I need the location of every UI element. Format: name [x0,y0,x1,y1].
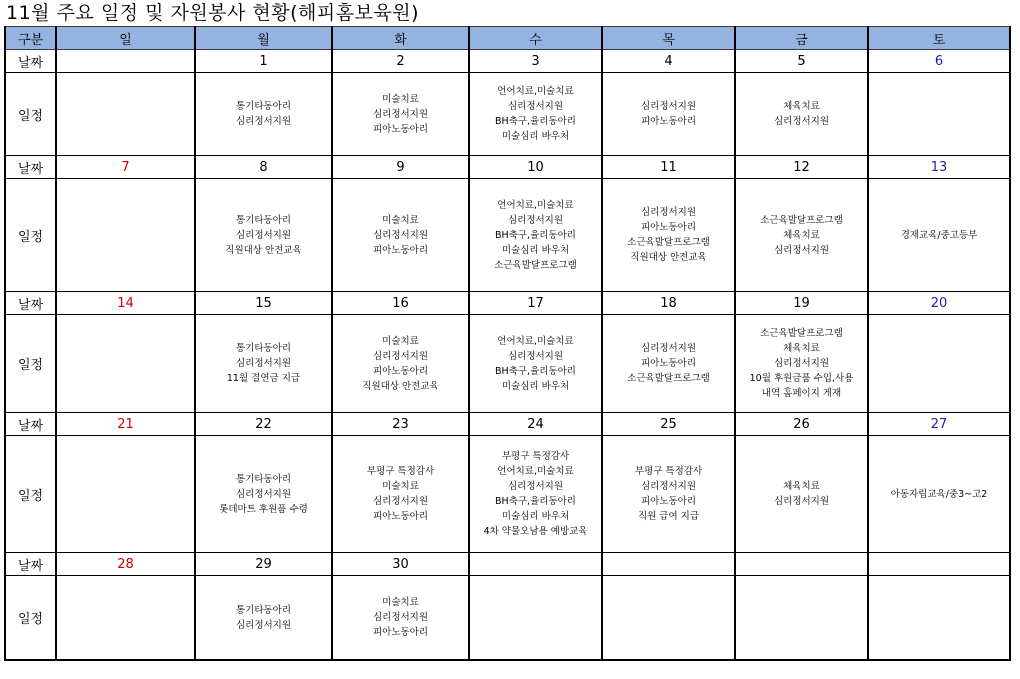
schedule-cell [56,179,195,292]
schedule-event: 심리정서지원 [372,350,429,362]
schedule-event: 심리정서지원 [507,481,564,492]
schedule-event: 미술치료 [382,481,419,492]
schedule-event: 소근육발달프로그램 [760,214,843,226]
date-row-label: 날짜 [5,50,56,73]
date-row [5,50,1010,73]
schedule-event: 통기타동아리 [235,473,292,485]
schedule-event: 피아노동아리 [372,244,429,256]
schedule-row-label: 일정 [5,436,56,553]
schedule-event: 소근육발달프로그램 [760,328,843,339]
schedule-event: 체육치료 [783,101,820,112]
schedule-cell [868,576,1010,661]
schedule-event: BH축구,율리동아리 [495,116,576,127]
schedule-event: 피아노동아리 [372,123,429,135]
header-day: 목 [602,27,735,50]
schedule-event: 심리정서지원 [773,358,830,369]
schedule-event: 심리정서지원 [507,214,564,226]
schedule-event: 심리정서지원 [640,207,697,218]
date-row [5,413,1010,436]
header-row [5,27,1010,50]
schedule-row [5,576,1010,661]
schedule-row [5,436,1010,553]
schedule-event: BH축구,율리동아리 [495,365,576,377]
schedule-cell [735,576,868,661]
schedule-event: 체육치료 [783,229,820,241]
date-cell: 20 [868,292,1010,315]
schedule-event: 직원대상 안전교육 [362,380,439,392]
schedule-event: 통기타동아리 [235,214,292,226]
schedule-event: 언어치료,미술치료 [497,199,574,211]
schedule-event: 심리정서지원 [372,612,429,623]
schedule-event: 심리정서지원 [507,350,564,362]
calendar-table [4,26,1011,661]
date-row [5,292,1010,315]
schedule-event: 11월 결연금 지급 [226,373,301,384]
date-cell: 27 [868,413,1010,436]
schedule-event: 롯데마트 후원품 수령 [219,503,308,515]
schedule-event: 직원대상 안전교육 [225,244,302,256]
date-cell: 13 [868,156,1010,179]
date-cell: 24 [469,413,602,436]
date-row [5,156,1010,179]
page-title: 11월 주요 일정 및 자원봉사 현황(해피홈보육원) [6,2,420,24]
schedule-event: 미술치료 [382,335,419,347]
schedule-event: 미술심리 바우처 [501,244,570,256]
date-cell: 11 [602,156,735,179]
schedule-cell [469,179,602,292]
schedule-event: 심리정서지원 [640,101,697,112]
schedule-cell [56,576,195,661]
schedule-cell [469,73,602,156]
schedule-event: BH축구,율리동아리 [495,496,576,507]
date-row-label: 날짜 [5,156,56,179]
header-day: 금 [735,27,868,50]
schedule-cell [195,436,332,553]
schedule-event: 언어치료,미술치료 [497,86,574,97]
schedule-event: 심리정서지원 [235,116,292,127]
date-cell [735,553,868,576]
schedule-event: 심리정서지원 [640,481,697,492]
date-cell: 9 [332,156,469,179]
date-cell [868,553,1010,576]
schedule-event: 피아노동아리 [372,365,429,377]
schedule-cell [602,576,735,661]
schedule-row-label: 일정 [5,73,56,156]
schedule-event: 피아노동아리 [372,627,429,638]
date-row-label: 날짜 [5,292,56,315]
schedule-event: 심리정서지원 [773,116,830,127]
date-cell: 17 [469,292,602,315]
schedule-row [5,315,1010,413]
header-day: 월 [195,27,332,50]
schedule-cell [332,179,469,292]
schedule-event: 심리정서지원 [235,229,292,241]
schedule-event: 미술심리 바우처 [501,380,570,392]
schedule-event: 미술치료 [382,214,419,226]
schedule-event: 직원 급여 지급 [637,511,700,522]
schedule-cell [602,73,735,156]
schedule-event: 피아노동아리 [640,116,697,127]
schedule-event: 심리정서지원 [372,229,429,241]
schedule-row-label: 일정 [5,179,56,292]
date-cell: 19 [735,292,868,315]
schedule-row [5,73,1010,156]
schedule-event: 심리정서지원 [235,619,292,631]
schedule-cell [195,73,332,156]
schedule-cell [332,576,469,661]
date-cell: 12 [735,156,868,179]
schedule-event: 미술치료 [382,597,419,608]
schedule-event: 피아노동아리 [640,496,697,507]
date-cell: 21 [56,413,195,436]
schedule-event: 심리정서지원 [372,108,429,120]
schedule-event: 통기타동아리 [235,604,292,616]
schedule-event: 심리정서지원 [235,358,292,369]
schedule-event: 소근육발달프로그램 [627,373,710,384]
date-cell [602,553,735,576]
schedule-event: 피아노동아리 [640,222,697,233]
schedule-event: 소근육발달프로그램 [494,259,577,271]
schedule-cell [602,436,735,553]
schedule-event: 부평구 특정감사 [501,451,570,462]
schedule-event: 미술심리 바우처 [501,511,570,522]
date-row [5,553,1010,576]
schedule-event: 아동자립교육/중3~고2 [890,488,988,500]
schedule-event: 심리정서지원 [640,343,697,354]
schedule-cell [868,73,1010,156]
schedule-event: 심리정서지원 [372,496,429,507]
schedule-event: 부평구 특정감사 [634,466,703,477]
date-cell: 23 [332,413,469,436]
schedule-cell [332,436,469,553]
schedule-cell [868,436,1010,553]
date-cell: 25 [602,413,735,436]
schedule-event: 언어치료,미술치료 [497,466,574,477]
schedule-cell [56,436,195,553]
date-cell: 10 [469,156,602,179]
schedule-event: 미술치료 [382,93,419,105]
date-cell: 3 [469,50,602,73]
schedule-event: 소근육발달프로그램 [627,237,710,248]
date-cell: 5 [735,50,868,73]
schedule-event: 미술심리 바우처 [501,131,570,142]
schedule-cell [469,436,602,553]
schedule-event: 심리정서지원 [773,244,830,256]
date-cell: 22 [195,413,332,436]
schedule-event: 통기타동아리 [235,343,292,354]
schedule-cell [332,73,469,156]
date-cell: 2 [332,50,469,73]
schedule-event: 심리정서지원 [235,488,292,500]
schedule-row [5,179,1010,292]
date-cell: 8 [195,156,332,179]
schedule-event: 체육치료 [783,481,820,492]
date-cell [56,50,195,73]
date-cell: 15 [195,292,332,315]
date-cell: 7 [56,156,195,179]
date-cell: 4 [602,50,735,73]
date-row-label: 날짜 [5,413,56,436]
schedule-cell [602,179,735,292]
date-row-label: 날짜 [5,553,56,576]
date-cell: 28 [56,553,195,576]
schedule-cell [868,315,1010,413]
date-cell: 18 [602,292,735,315]
schedule-event: 부평구 특정감사 [366,466,435,477]
header-day: 토 [868,27,1010,50]
schedule-cell [469,315,602,413]
schedule-cell [735,315,868,413]
schedule-cell [56,73,195,156]
schedule-event: 내역 홈페이지 게재 [761,388,842,399]
header-day: 일 [56,27,195,50]
date-cell: 26 [735,413,868,436]
schedule-event: 피아노동아리 [640,358,697,369]
schedule-event: 통기타동아리 [235,101,292,112]
schedule-cell [195,179,332,292]
schedule-cell [735,73,868,156]
schedule-cell [602,315,735,413]
schedule-event: 직원대상 안전교육 [630,252,707,263]
schedule-event: 경제교육/중고등부 [900,229,978,241]
date-cell: 6 [868,50,1010,73]
header-label: 구분 [5,27,56,50]
schedule-event: 언어치료,미술치료 [497,335,574,347]
schedule-cell [56,315,195,413]
schedule-cell [735,436,868,553]
schedule-row-label: 일정 [5,315,56,413]
date-cell [469,553,602,576]
schedule-cell [195,315,332,413]
schedule-row-label: 일정 [5,576,56,661]
date-cell: 16 [332,292,469,315]
schedule-event: 피아노동아리 [372,511,429,522]
schedule-cell [735,179,868,292]
header-day: 화 [332,27,469,50]
schedule-event: 심리정서지원 [773,496,830,507]
schedule-cell [868,179,1010,292]
schedule-cell [469,576,602,661]
date-cell: 14 [56,292,195,315]
schedule-cell [332,315,469,413]
header-day: 수 [469,27,602,50]
date-cell: 29 [195,553,332,576]
date-cell: 1 [195,50,332,73]
date-cell: 30 [332,553,469,576]
schedule-event: 10월 후원금품 수입,사용 [749,373,854,384]
schedule-cell [195,576,332,661]
schedule-event: 심리정서지원 [507,101,564,112]
schedule-event: 체육치료 [783,343,820,354]
schedule-event: BH축구,율리동아리 [495,229,576,241]
schedule-event: 4차 약물오남용 예방교육 [483,526,588,537]
